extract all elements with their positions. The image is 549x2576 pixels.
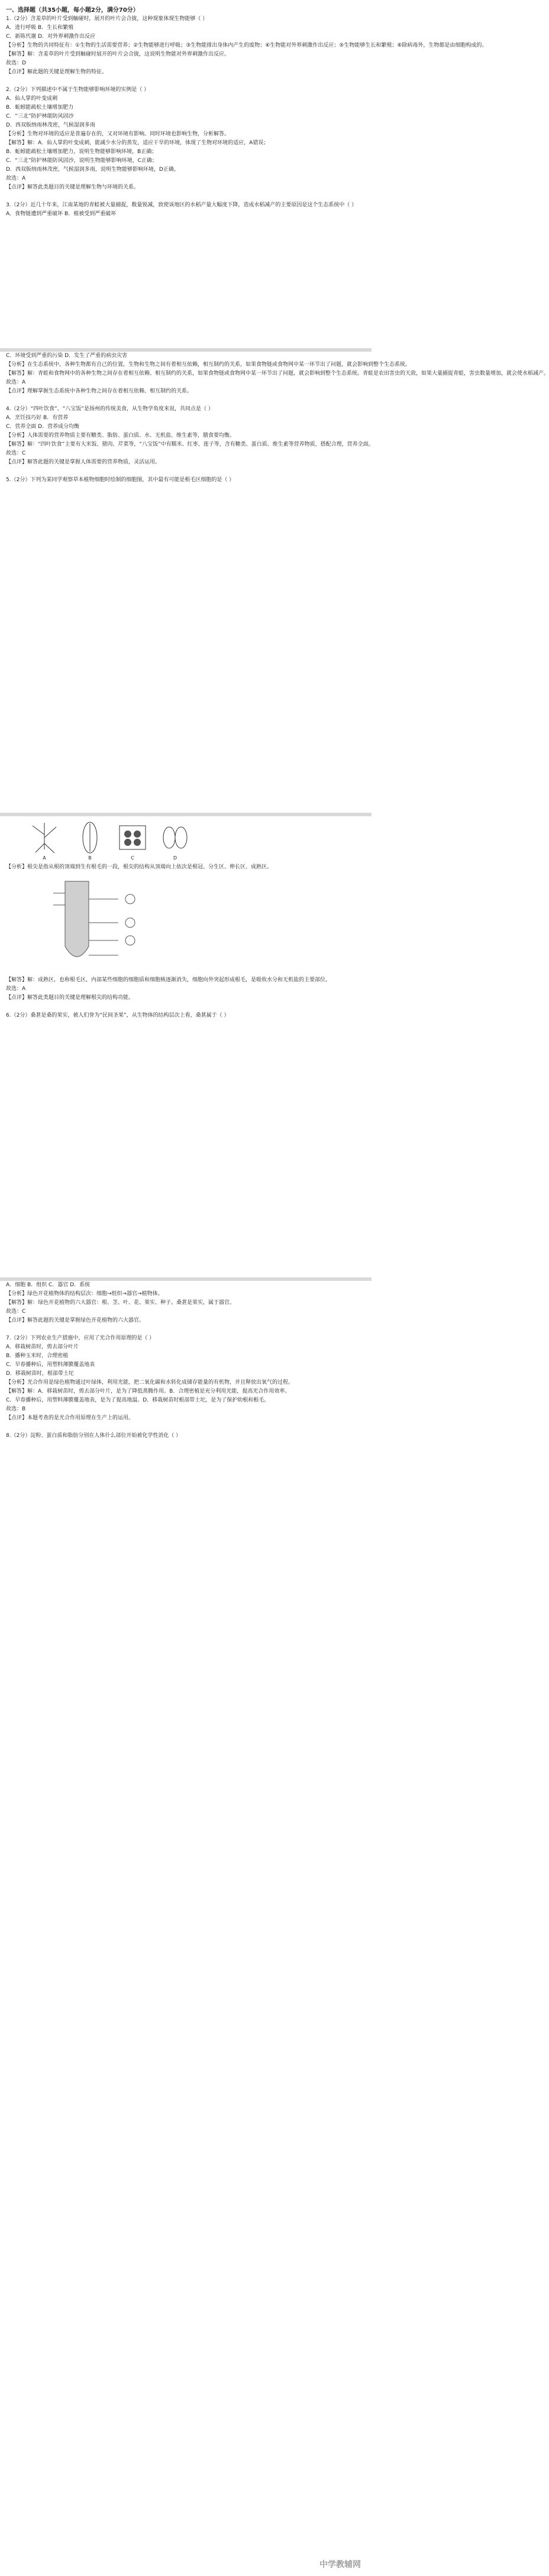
elongated-cell-sketch xyxy=(72,820,108,855)
page-4 xyxy=(0,1281,372,2576)
q5-analysis: 【分析】根尖是指从根的顶端到生有根毛的一段，根尖的结构从顶端向上依次是根冠、分生区、伸长区、成熟区。 xyxy=(6,864,273,870)
two-cell-sketch xyxy=(157,820,193,855)
q2-answer: 【解答】解：A．仙人掌的叶变成刺，能减少水分的蒸发，适应干旱的环境，体现了生物对环境的适应，A错误； xyxy=(6,140,269,146)
q2-answer-c: C．“三北”防护林能防风固沙，说明生物能够影响环境，C正确； xyxy=(6,158,157,164)
q7-option-c: C．早春播种后，用塑料薄膜覆盖地表 xyxy=(6,1362,95,1368)
fig-label-d: D xyxy=(173,855,177,861)
q6-analysis: 【分析】绿色开花植物体的结构层次：细胞→组织→器官→植物体。 xyxy=(6,1291,163,1297)
q4-stem: 4.（2分）“四叶饮食”、“八宝饭”是扬州的传统美食，从生物学角度来说，共同点是（ ） xyxy=(6,406,214,412)
q4-comment: 【点评】解答此题的关键是掌握人体需要的营养物质，灵活运用。 xyxy=(6,459,161,465)
q4-choose: 故选：C xyxy=(6,450,26,456)
q2-stem: 2.（2分）下列描述中不属于生物能够影响环境的实例是（ ） xyxy=(6,87,150,93)
q4-analysis: 【分析】人体需要的营养物质主要有糖类、脂肪、蛋白质、水、无机盐、维生素等，膳食要均衡。 xyxy=(6,433,235,439)
fig-label-b: B xyxy=(88,855,92,861)
q1-options-2: C．新陈代谢 D．对外界刺激作出反应 xyxy=(6,34,96,40)
q2-answer-d: D．西双版纳雨林茂密，气候湿润多雨，说明生物能够影响环境，D正确。 xyxy=(6,167,179,173)
watermark: 中学教辅网 xyxy=(319,2560,361,2569)
q4-options-2: C．营养全面 D．营养成分均衡 xyxy=(6,424,80,430)
q1-comment: 【点评】解此题的关键是理解生物的特征。 xyxy=(6,69,108,75)
q2-analysis: 【分析】生物对环境的适应是普遍存在的，又对环境有影响。同时环境也影响生物，分析解答。 xyxy=(6,131,230,137)
q8-stem: 8.（2分）淀粉、蛋白质和脂肪分别在人体什么部位开始被化学性消化（ ） xyxy=(6,1433,182,1439)
q5-answer: 【解答】解：成熟区，也称根毛区，内部某些细胞的细胞质和细胞核逐渐消失，细胞向外突起形成根毛，是吸收水分和无机盐的主要部位。 xyxy=(6,977,331,983)
q5-choose: 故选：A xyxy=(6,986,26,992)
q7-comment: 【点评】本题考查的是光合作用原理在生产上的运用。 xyxy=(6,1415,134,1421)
q6-answer: 【解答】解：绿色开花植物的六大器官：根、茎、叶、花、果实、种子。桑葚是果实，属于器官。 xyxy=(6,1300,235,1306)
q7-answer-b: C．早春播种后，用塑料薄膜覆盖地表，是为了提高地温。D．移栽树苗时根部带土坨，是为了保护幼根和根毛。 xyxy=(6,1397,270,1403)
q6-options: A．细胞 B．组织 C．器官 D．系统 xyxy=(6,1282,91,1288)
q2-option-c: C．“三北”防护林能防风固沙 xyxy=(6,113,74,119)
q1-answer: 【解答】解：含羞草的叶片受到触碰时展开的叶片会合拢，这说明生物能对外界刺激作出反应。 xyxy=(6,51,230,57)
q3-options: A．食物链遭到严重破坏 B．植被受到严重破坏 xyxy=(6,211,117,217)
root-tip-diagram xyxy=(30,875,366,972)
q3-options-2: C．环境受到严重的污染 D．发生了严重的病虫灾害 xyxy=(6,353,128,359)
q4-answer: 【解答】解：“四叶饮食”主要有大米饭、猪肉、芹菜等，“八宝饭”中有糯米、红枣、莲子等，含有糖类、蛋白质、维生素等营养物质，搭配合理，营养全面。 xyxy=(6,442,374,447)
q2-option-b: B．蚯蚓能疏松土壤增加肥力 xyxy=(6,105,74,111)
q6-choose: 故选：C xyxy=(6,1309,26,1315)
root-hair-cell-sketch xyxy=(24,820,65,855)
q1-choose: 故选：D xyxy=(6,60,26,66)
q7-answer: 【解答】解：A．移栽树苗时，剪去部分叶片，是为了降低蒸腾作用。B．合理密植是充分利用光能，提高光合作用效率。 xyxy=(6,1388,290,1394)
fig-label-a: A xyxy=(43,855,46,861)
q7-option-d: D．移栽树苗时，根部带土坨 xyxy=(6,1371,74,1377)
q5-figure-row xyxy=(24,820,366,861)
q1-options-1: A．进行呼吸 B．生长和繁殖 xyxy=(6,25,74,31)
q4-options-1: A．烹饪技巧好 B．有营养 xyxy=(6,415,69,421)
fig-label-c: C xyxy=(131,855,134,861)
q2-choose: 故选：A xyxy=(6,176,26,181)
q2-answer-b: B．蚯蚓能疏松土壤增加肥力，说明生物能够影响环境，B正确； xyxy=(6,149,157,155)
q3-answer: 【解答】解：青蛙和食物网中的各种生物之间存在着相互依赖、相互制约的关系，如果食物链或食物网中某一环节出了问题，就会影响到整个生态系统。青蛙是农田害虫的天敌，如果大量捕捉青蛙，害虫数量增加，就会使水稻减产。 xyxy=(6,371,549,377)
q7-option-a: A．移栽树苗时，剪去部分叶片 xyxy=(6,1344,79,1350)
section-title: 一、选择题（共35小题，每小题2分，满分70分） xyxy=(6,7,139,14)
q3-analysis: 【分析】在生态系统中，各种生物都有自己的位置，生物和生物之间有着相互依赖，相互制约的关系，如果食物链或食物网中某一环节出了问题，就会影响到整个生态系统。 xyxy=(6,362,411,368)
page-2 xyxy=(0,352,549,813)
q7-option-b: B．播种玉米时，合理密植 xyxy=(6,1353,69,1359)
root-tip-drawing xyxy=(30,875,160,970)
q7-choose: 故选：B xyxy=(6,1406,26,1412)
q2-comment: 【点评】解答此类题目的关键是理解生物与环境的关系。 xyxy=(6,184,140,190)
q6-comment: 【点评】解答此题的关键是掌握绿色开花植物的六大器官。 xyxy=(6,1318,145,1323)
q3-choose: 故选：A xyxy=(6,379,26,385)
page-3 xyxy=(0,816,372,1277)
q7-stem: 7.（2分）下列农业生产措施中，应用了光合作用原理的是（ ） xyxy=(6,1335,155,1341)
q3-comment: 【点评】理解掌握生态系统中各种生物之间存在着相互依赖、相互制约的关系。 xyxy=(6,388,193,394)
page-1 xyxy=(0,4,487,348)
q2-option-d: D．西双版纳雨林茂密，气候湿润多雨 xyxy=(6,122,95,128)
q2-option-a: A．仙人掌的叶变成刺 xyxy=(6,96,58,102)
q1-stem: 1.（2分）含羞草的叶片受到触碰时，展开的叶片会合拢，这种现象体现生物能够（ ） xyxy=(6,16,208,22)
q7-analysis: 【分析】光合作用是绿色植物通过叶绿体，利用光能，把二氧化碳和水转化成储存能量的有机物，并且释放出氧气的过程。 xyxy=(6,1380,294,1386)
q5-comment: 【点评】解答此类题目的关键是理解根尖的结构功能。 xyxy=(6,995,134,1001)
q3-stem: 3.（2分）近几十年来，江南某地的青蛙被大量捕捉，数量锐减，致使该地区的水稻产量大幅度下降，造成水稻减产的主要原因是这个生态系统中（ ） xyxy=(6,202,357,208)
q6-stem: 6.（2分）桑葚是桑的果实，被人们誉为“民间圣果”，从生物体的结构层次上看，桑葚属于（ ） xyxy=(6,1013,230,1018)
q1-analysis: 【分析】生物的共同特征有：①生物的生活需要营养；②生物能够进行呼吸；③生物能排出身体内产生的废物；④生物能对外界刺激作出反应；⑤生物能够生长和繁殖；⑥除病毒外，生物都是由细胞构成的。 xyxy=(6,43,487,48)
q5-stem: 5.（2分）下列为某同学观察草本植物细胞时绘制的细胞图，其中最有可能是根毛区细胞的是（ ） xyxy=(6,477,235,483)
cell-group-sketch xyxy=(115,820,150,855)
